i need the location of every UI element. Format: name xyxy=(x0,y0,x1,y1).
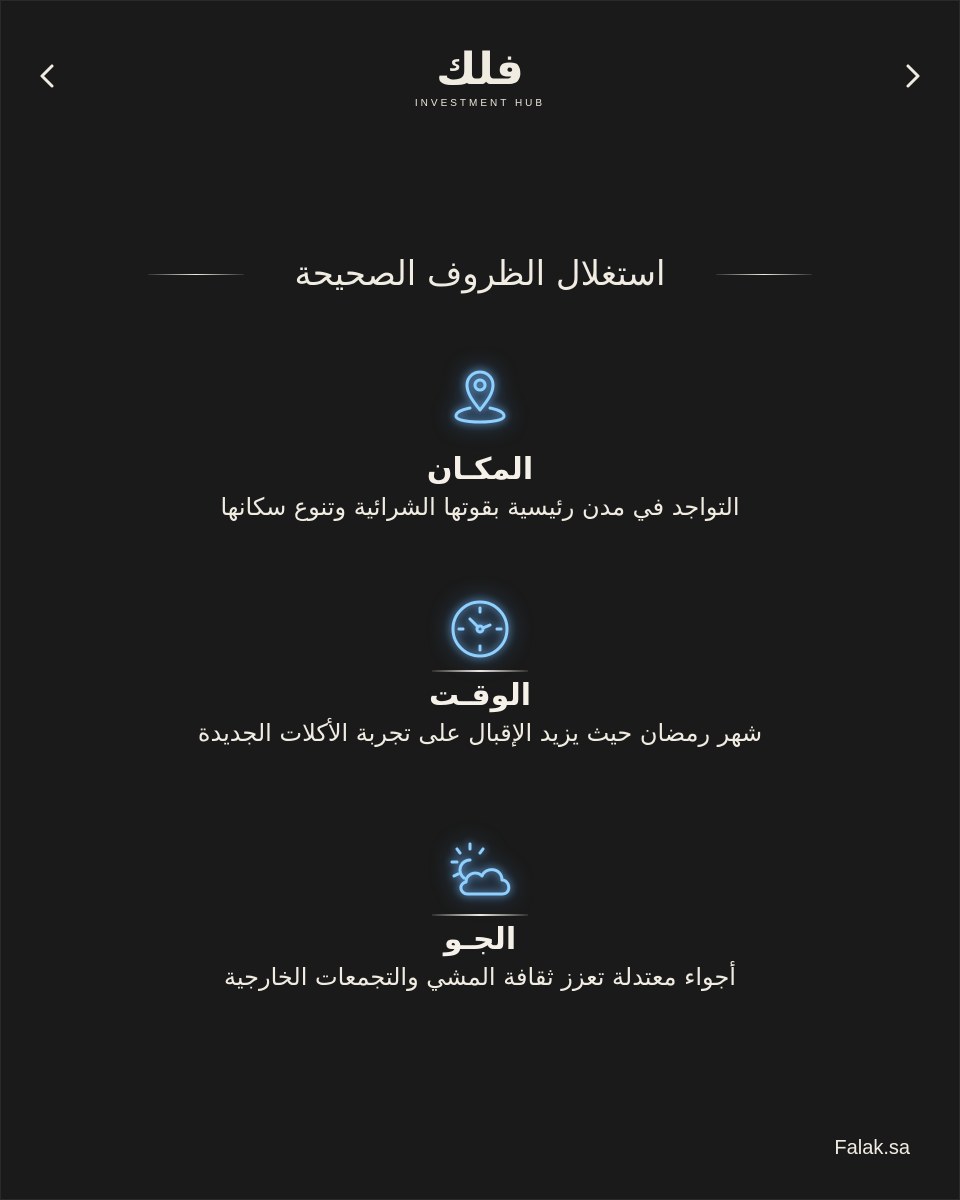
page-title: استغلال الظروف الصحيحة xyxy=(294,254,666,294)
location-pin-icon xyxy=(440,360,520,430)
brand-tagline: INVESTMENT HUB xyxy=(414,98,546,109)
clock-icon xyxy=(440,594,520,664)
section-description-weather: أجواء معتدلة تعزز ثقافة المشي والتجمعات الخارجية xyxy=(224,963,736,991)
section-title-place: المكـان xyxy=(426,452,534,487)
section-title-time: الوقـت xyxy=(428,678,531,713)
section-weather xyxy=(0,838,960,991)
time-divider xyxy=(432,670,528,672)
sun-cloud-icon xyxy=(440,838,520,908)
headline-divider-right xyxy=(716,274,812,275)
brand-logo xyxy=(0,44,960,109)
weather-divider xyxy=(432,914,528,916)
brand-logo-wordmark: فلك xyxy=(436,44,524,95)
website-link[interactable]: Falak.sa xyxy=(834,1137,910,1159)
headline-divider-left xyxy=(148,274,244,275)
section-description-time: شهر رمضان حيث يزيد الإقبال على تجربة الأكلات الجديدة xyxy=(197,719,763,747)
section-place xyxy=(0,360,960,521)
section-description-place: التواجد في مدن رئيسية بقوتها الشرائية وتنوع سكانها xyxy=(220,493,740,521)
headline-row xyxy=(148,246,812,302)
section-time xyxy=(0,594,960,747)
section-title-weather: الجـو xyxy=(443,922,517,957)
